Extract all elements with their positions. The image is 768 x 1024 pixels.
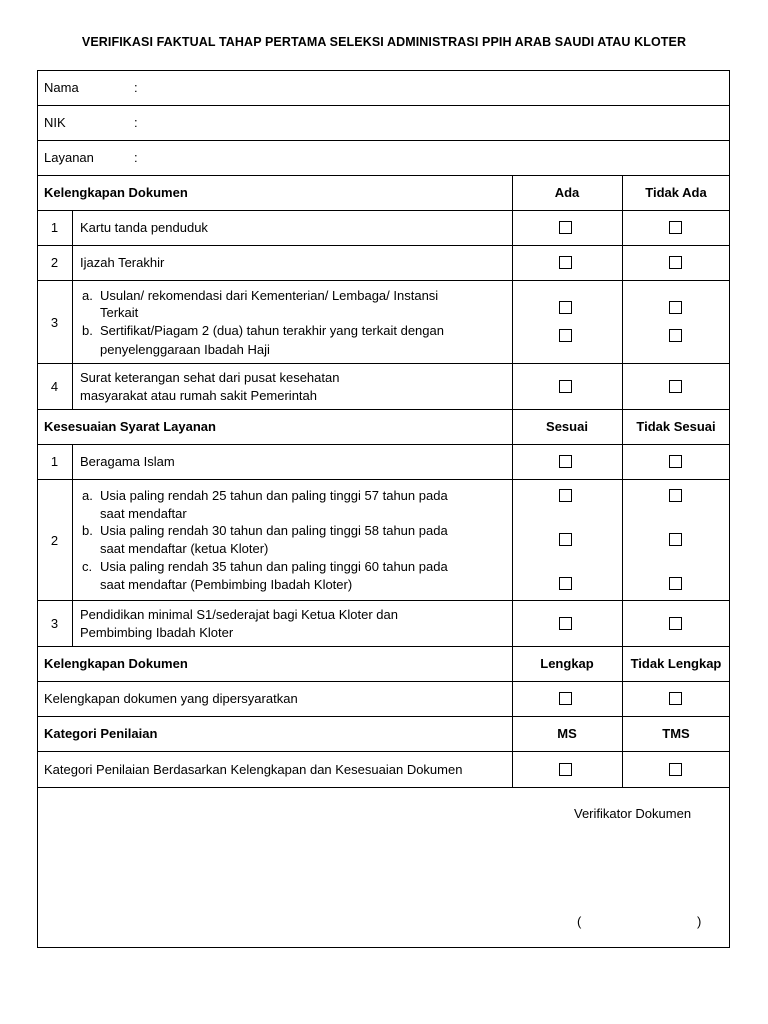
- checkbox-tms[interactable]: [669, 763, 682, 776]
- item-marker-b: b.: [82, 523, 93, 538]
- row-divider: [37, 716, 730, 717]
- row-divider: [37, 600, 730, 601]
- row-divider: [37, 409, 730, 410]
- column-header-tidak-ada: Tidak Ada: [645, 185, 707, 200]
- checkbox-tidak-lengkap[interactable]: [669, 692, 682, 705]
- checkbox-tidak-sesuai[interactable]: [669, 455, 682, 468]
- yes-column-divider: [512, 175, 513, 787]
- nama-label: Nama: [44, 80, 79, 95]
- item-usia-25-57: Usia paling rendah 25 tahun dan paling tinggi 57 tahun pada: [100, 488, 448, 503]
- column-header-ms: MS: [557, 726, 577, 741]
- item-usia-30-58: Usia paling rendah 30 tahun dan paling tinggi 58 tahun pada: [100, 523, 448, 538]
- checkbox-tidak-ada[interactable]: [669, 221, 682, 234]
- item-kelengkapan-dokumen: Kelengkapan dokumen yang dipersyaratkan: [44, 691, 298, 706]
- column-header-lengkap: Lengkap: [540, 656, 594, 671]
- nik-colon: :: [134, 115, 138, 130]
- column-header-sesuai: Sesuai: [546, 419, 588, 434]
- checkbox-ada[interactable]: [559, 256, 572, 269]
- row-divider: [37, 210, 730, 211]
- item-surat-keterangan-sehat: Surat keterangan sehat dari pusat kesehatan: [80, 370, 340, 385]
- column-header-tidak-lengkap: Tidak Lengkap: [630, 656, 722, 671]
- layanan-label: Layanan: [44, 150, 94, 165]
- item-surat-keterangan-sehat-cont: masyarakat atau rumah sakit Pemerintah: [80, 388, 317, 403]
- checkbox-sesuai[interactable]: [559, 489, 572, 502]
- checkbox-ada[interactable]: [559, 221, 572, 234]
- checkbox-tidak-ada[interactable]: [669, 329, 682, 342]
- row-number: 2: [50, 533, 59, 548]
- item-usulan-rekomendasi: Usulan/ rekomendasi dari Kementerian/ Lembaga/ Instansi: [100, 288, 439, 303]
- item-usia-35-60: Usia paling rendah 35 tahun dan paling tinggi 60 tahun pada: [100, 559, 448, 574]
- number-column-divider: [72, 210, 73, 410]
- row-divider: [37, 444, 730, 445]
- checkbox-ms[interactable]: [559, 763, 572, 776]
- checkbox-tidak-sesuai[interactable]: [669, 577, 682, 590]
- section-header-kelengkapan-dokumen: Kelengkapan Dokumen: [44, 185, 188, 200]
- checkbox-ada[interactable]: [559, 329, 572, 342]
- item-marker-c: c.: [82, 559, 93, 574]
- section-header-kesesuaian-syarat: Kesesuaian Syarat Layanan: [44, 419, 216, 434]
- section-header-kelengkapan-dokumen-2: Kelengkapan Dokumen: [44, 656, 188, 671]
- item-marker-a: a.: [82, 488, 93, 503]
- checkbox-sesuai[interactable]: [559, 455, 572, 468]
- row-divider: [37, 140, 730, 141]
- checkbox-tidak-sesuai[interactable]: [669, 533, 682, 546]
- column-header-tidak-sesuai: Tidak Sesuai: [636, 419, 716, 434]
- column-header-ada: Ada: [554, 185, 580, 200]
- item-usia-30-58-cont: saat mendaftar (ketua Kloter): [100, 541, 269, 556]
- nama-colon: :: [134, 80, 138, 95]
- row-divider: [37, 175, 730, 176]
- row-divider: [37, 646, 730, 647]
- item-pendidikan-minimal: Pendidikan minimal S1/sederajat bagi Ketua Kloter dan: [80, 607, 398, 622]
- item-pendidikan-minimal-cont: Pembimbing Ibadah Kloter: [80, 625, 234, 640]
- checkbox-ada[interactable]: [559, 301, 572, 314]
- item-sertifikat-piagam: Sertifikat/Piagam 2 (dua) tahun terakhir yang terkait dengan: [100, 323, 444, 338]
- item-beragama-islam: Beragama Islam: [80, 454, 175, 469]
- item-marker-b: b.: [82, 323, 93, 338]
- item-usulan-rekomendasi-cont: Terkait: [100, 305, 139, 320]
- row-number: 3: [50, 315, 59, 330]
- row-divider: [37, 105, 730, 106]
- item-usia-35-60-cont: saat mendaftar (Pembimbing Ibadah Kloter): [100, 577, 353, 592]
- section-header-kategori-penilaian: Kategori Penilaian: [44, 726, 158, 741]
- item-usia-25-57-cont: saat mendaftar: [100, 506, 187, 521]
- checkbox-sesuai[interactable]: [559, 577, 572, 590]
- nik-label: NIK: [44, 115, 66, 130]
- no-column-divider: [622, 175, 623, 787]
- checkbox-tidak-ada[interactable]: [669, 256, 682, 269]
- checkbox-lengkap[interactable]: [559, 692, 572, 705]
- row-number: 3: [50, 616, 59, 631]
- row-divider: [37, 245, 730, 246]
- row-divider: [37, 681, 730, 682]
- signature-open-paren: (: [577, 914, 582, 929]
- checkbox-tidak-sesuai[interactable]: [669, 489, 682, 502]
- item-marker-a: a.: [82, 288, 93, 303]
- row-number: 1: [50, 220, 59, 235]
- row-number: 1: [50, 454, 59, 469]
- row-number: 4: [50, 379, 59, 394]
- checkbox-tidak-ada[interactable]: [669, 301, 682, 314]
- signature-label: Verifikator Dokumen: [574, 806, 692, 821]
- item-ijazah-terakhir: Ijazah Terakhir: [80, 255, 165, 270]
- item-sertifikat-piagam-cont: penyelenggaraan Ibadah Haji: [100, 342, 270, 357]
- checkbox-ada[interactable]: [559, 380, 572, 393]
- column-header-tms: TMS: [662, 726, 690, 741]
- row-number: 2: [50, 255, 59, 270]
- item-kartu-tanda-penduduk: Kartu tanda penduduk: [80, 220, 208, 235]
- row-divider: [37, 280, 730, 281]
- checkbox-tidak-ada[interactable]: [669, 380, 682, 393]
- row-divider: [37, 751, 730, 752]
- signature-close-paren: ): [697, 914, 702, 929]
- checkbox-sesuai[interactable]: [559, 617, 572, 630]
- number-column-divider: [72, 444, 73, 646]
- checkbox-sesuai[interactable]: [559, 533, 572, 546]
- row-divider: [37, 787, 730, 788]
- document-title: VERIFIKASI FAKTUAL TAHAP PERTAMA SELEKSI ADMINISTRASI PPIH ARAB SAUDI ATAU KLOTER: [81, 35, 687, 49]
- layanan-colon: :: [134, 150, 138, 165]
- checkbox-tidak-sesuai[interactable]: [669, 617, 682, 630]
- item-kategori-penilaian: Kategori Penilaian Berdasarkan Kelengkapan dan Kesesuaian Dokumen: [44, 762, 463, 777]
- row-divider: [37, 479, 730, 480]
- row-divider: [37, 363, 730, 364]
